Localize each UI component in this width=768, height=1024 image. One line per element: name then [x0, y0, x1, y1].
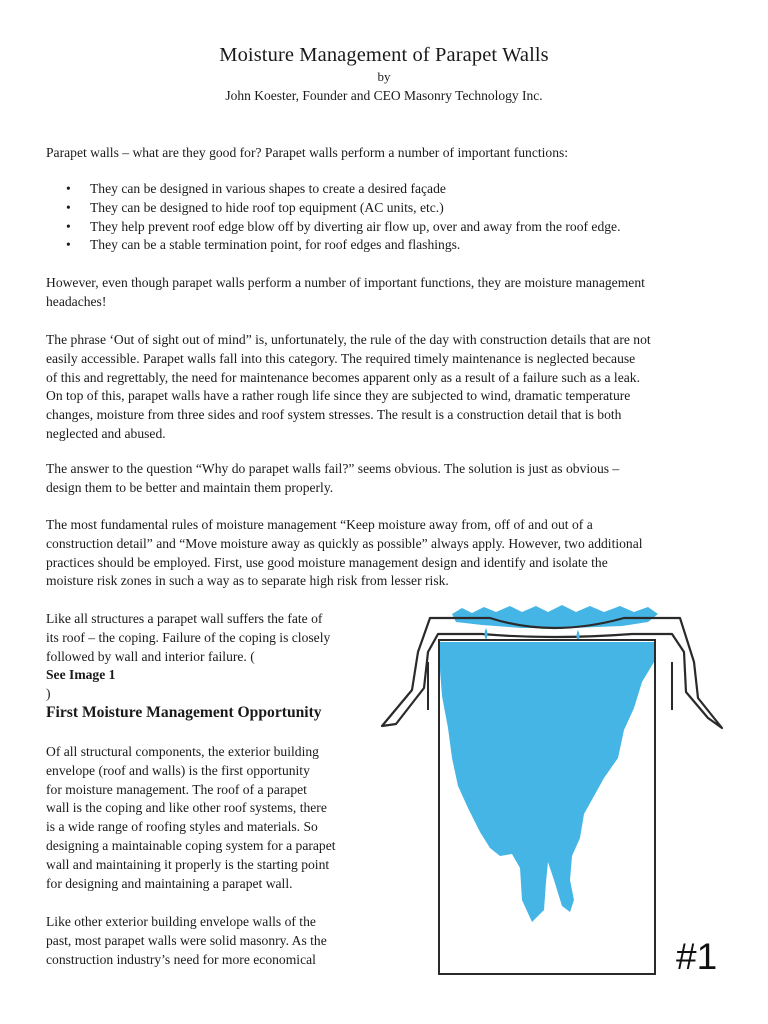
bullet-icon: • [66, 199, 71, 215]
functions-list [66, 180, 726, 255]
list-item: • They can be a stable termination point, for roof edges and flashings. [66, 236, 726, 255]
paragraph-structural-components: Of all structural components, the exterior building envelope (roof and walls) is the first opportunity for moisture management. The roof of a parapet wall is the coping and like other roof systems, there is a wide range of roofing styles and materials. So designing a maintainable coping system for a parapet wall and maintaining it properly is the starting point for designing and maintaining a parapet wall. [46, 744, 336, 891]
section-heading: First Moisture Management Opportunity [46, 704, 322, 721]
paragraph-answer: The answer to the question “Why do parapet walls fail?” seems obvious. The solution is just as obvious – design them to be better and maintain them properly. [46, 461, 620, 495]
intro-paragraph: Parapet walls – what are they good for? Parapet walls perform a number of important functions: [46, 145, 569, 160]
paragraph-coping-failure: Like all structures a parapet wall suffers the fate of its roof – the coping. Failure of the coping is closely followed by wall and interior failure. ( See Image 1 ) [46, 611, 331, 702]
bullet-icon: • [66, 181, 71, 196]
bullet-icon: • [66, 237, 71, 253]
paragraph-out-of-sight: The phrase ‘Out of sight out of mind” is, unfortunately, the rule of the day with construction details that are not easily accessible. Parapet walls fall into this category. The required timely maintenance is neglected because of this and regrettably, the need for maintenance becomes apparent only as a result of a failure such as a leak. On top of this, parapet walls have a rather rough life since they are subjected to wind, dramatic temperature changes, moisture from three sides and roof system stresses. The result is a construction detail that is both neglected and abused. [46, 332, 651, 441]
parapet-wall-figure [372, 600, 732, 990]
paragraph-solid-masonry: Like other exterior building envelope walls of the past, most parapet walls were solid masonry. As the construction industry’s need for more economical [46, 914, 327, 967]
list-item: • They can be designed to hide roof top equipment (AC units, etc.) [66, 199, 726, 218]
paragraph-fundamental-rules: The most fundamental rules of moisture management “Keep moisture away from, off of and out of a construction detail” and “Move moisture away as quickly as possible” always apply. However, two additional practices should be employed. First, use good moisture management design and identify and isolate the moisture risk zones in such a way as to separate high risk from lesser risk. [46, 517, 643, 589]
list-item: • They can be designed in various shapes to create a desired façade [66, 180, 726, 199]
drip-left [485, 628, 488, 640]
image-reference: See Image 1 [46, 667, 116, 683]
document-title: Moisture Management of Parapet Walls [219, 44, 549, 66]
figure-label: #1 [676, 936, 718, 977]
author-line: John Koester, Founder and CEO Masonry Technology Inc. [225, 88, 543, 103]
list-item: • They help prevent roof edge blow off by diverting air flow up, over and away from the roof edge. [66, 218, 726, 237]
paragraph-however: However, even though parapet walls perform a number of important functions, they are moisture management headaches! [46, 275, 645, 309]
bullet-icon: • [66, 218, 71, 234]
byline: by [377, 69, 391, 84]
coping-water [452, 605, 658, 628]
